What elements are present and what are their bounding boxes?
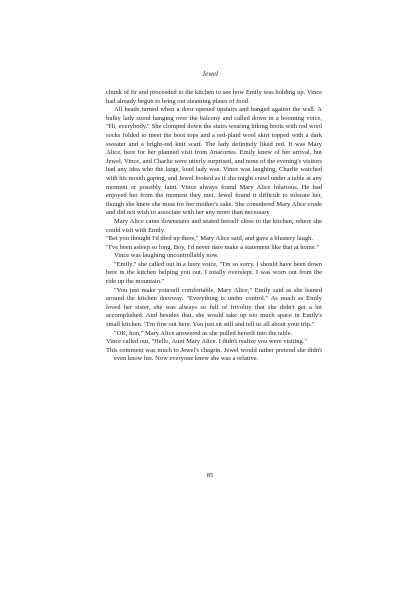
paragraph: This comment was much to Jewel's chagrin. Jewel would rather pretend she didn't even know her. Now everyone knew she was a relative. [106,346,322,363]
body-text [106,89,322,364]
paragraph: "OK, hon," Mary Alice answered as she pulled herself into the table. [114,329,293,337]
paragraph: "I've been asleep so long. Boy, I'd never dare make a statement like that at home." [106,243,319,251]
paragraph: "Emily," she called out in a lusty voice, "I'm so sorry. I should have been down here in the kitchen helping you out. I totally overslept. I was worn out from the ride up the mountain." [106,260,322,286]
paragraph: chunk of fir and proceeded to the kitchen to see how Emily was holding up. Vince had already begun to bring out steaming plates of food. [106,89,322,105]
paragraph: Mary Alice came downstairs and seated herself close to the kitchen, where she could visit with Emily. [106,217,322,234]
paragraph: Vince called out, "Hello, Aunt Mary Alice. I didn't realize you were visiting." [106,338,308,346]
running-head: Jewel [202,70,218,78]
paragraph: "You just make yourself comfortable, Mary Alice," Emily said as she leaned around the kitchen doorway. "Everything is under control." As much as Emily loved her sister, she was always so full of frivolity that she didn't get a lot accomplished. And besides that, she would take up too much space in Emily's small kitchen. "I'm fine out here. You just sit still and tell us all about your trip." [106,286,322,329]
page-number: 85 [206,472,214,479]
paragraph: Vince was laughing uncontrollably now. [114,252,219,260]
paragraph: "Bet you thought I'd died up there," Mary Alice said, and gave a blustery laugh. [106,235,314,243]
paragraph: All heads turned when a door opened upstairs and banged against the wall. A bulky lady stood hanging over the balcony and called down in a booming voice, "Hi, everybody." She clomped down the stairs wearing hiking boots with red wool socks folded to meet the boot tops and a red-plaid wool skirt topped with a dark sweater and a bright-red knit scarf. The lady definitely liked red. It was Mary Alice, here for her planned visit from Anacortes. Emily knew of her arrival, but Jewel, Vince, and Charlie were utterly surprised, and none of the evening's visitors had any idea who the large, loud lady was. Vince was laughing, Charlie watched with his mouth gaping, and Jewel looked as if she might crawl under a table at any moment or possibly faint. Vince always found Mary Alice hilarious. He had enjoyed her from the moment they met. Jewel found it difficult to tolerate her, though she knew she must for her mother's sake. She considered Mary Alice crude and did not wish to associate with her any more than necessary. [106,106,322,217]
